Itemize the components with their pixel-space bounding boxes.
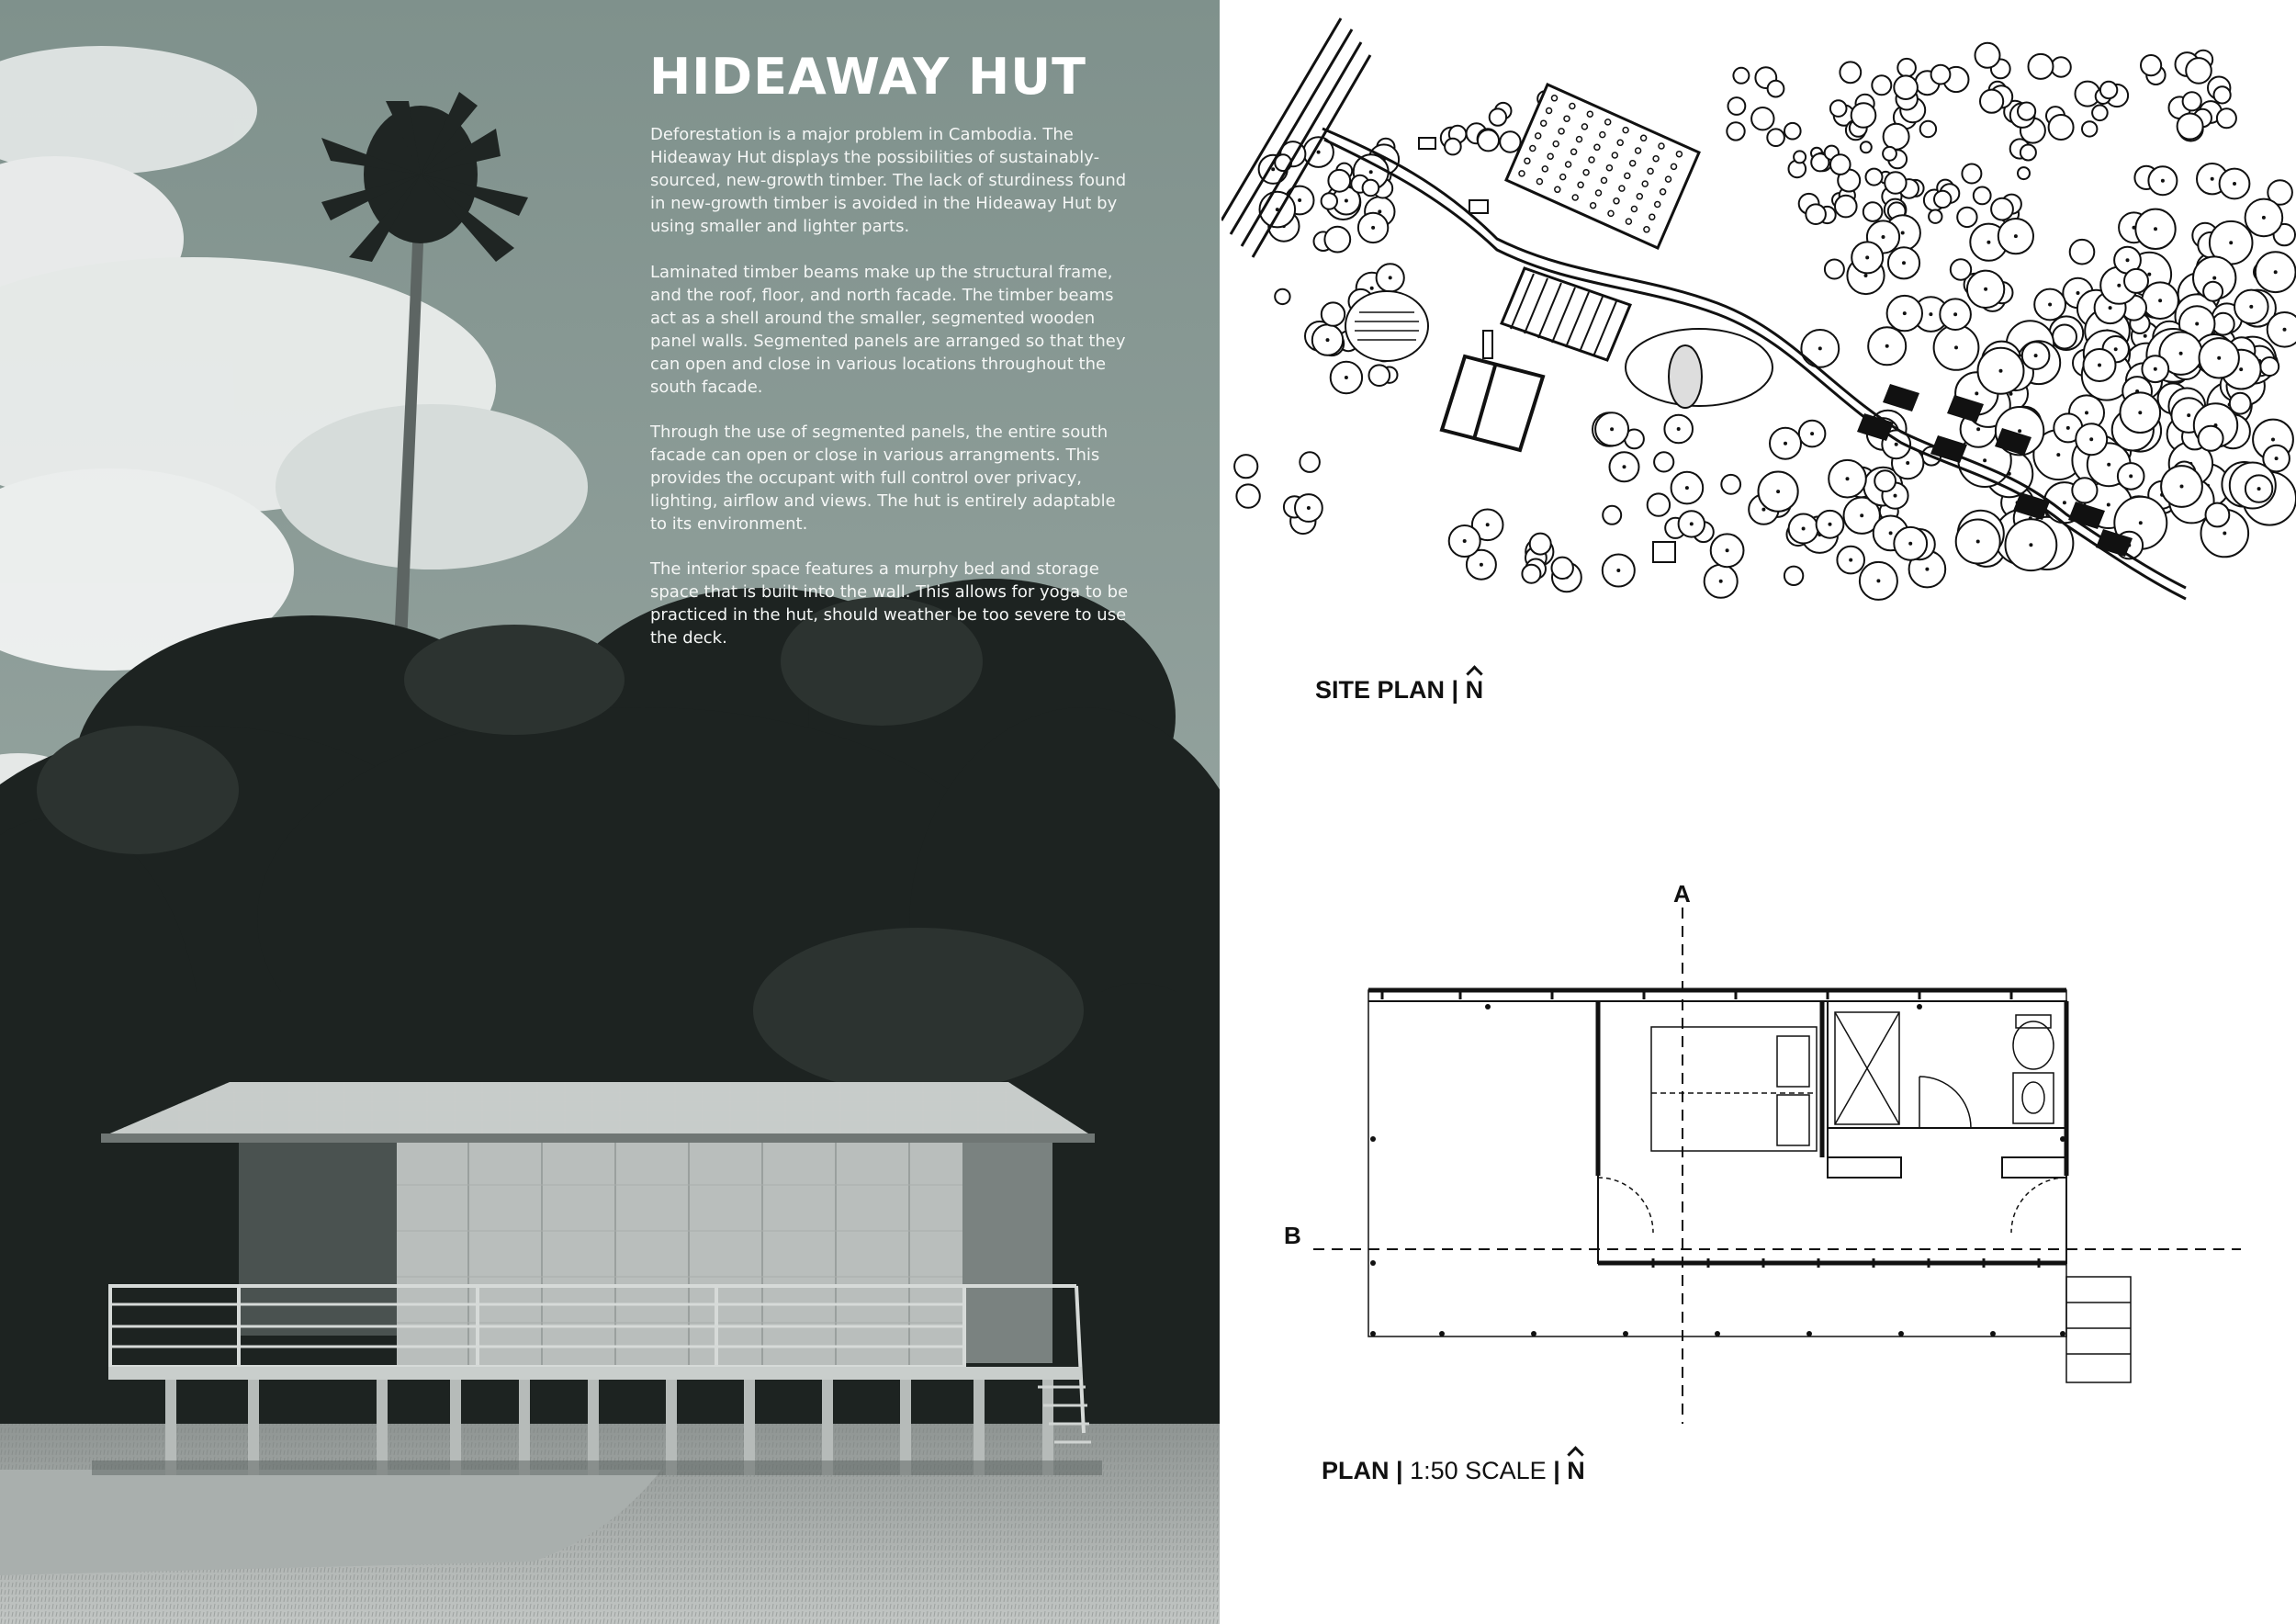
tree-symbol <box>1863 202 1883 221</box>
tree-symbol <box>1751 107 1773 130</box>
tree-symbol <box>1654 452 1673 471</box>
tree-symbol <box>2217 108 2236 128</box>
tree-symbol <box>1974 187 1991 205</box>
caption-separator: | <box>1553 1457 1560 1484</box>
tree-symbol <box>1445 139 1461 155</box>
description-paragraph: Laminated timber beams make up the structural frame, and the roof, floor, and north facade. The timber beams act as a shell around the smaller, segmented wooden panel walls. Segmented panels are arranged so that they can open and close in various locations throughout the south facade. <box>650 263 1126 397</box>
tree-symbol <box>1236 484 1259 507</box>
tree-trunk-dot <box>2034 354 2038 357</box>
column-dots <box>1370 1004 2065 1336</box>
tree-symbol <box>1784 123 1801 140</box>
site-plan-drawing <box>1221 0 2296 726</box>
tree-symbol <box>1835 196 1857 218</box>
toilet <box>2013 1015 2054 1069</box>
tree-trunk-dot <box>2262 216 2266 220</box>
tree-symbol <box>2214 86 2231 103</box>
tree-symbol <box>1957 208 1976 227</box>
tree-trunk-dot <box>2138 411 2142 414</box>
tree-symbol <box>1721 475 1740 494</box>
tree-trunk-dot <box>2107 463 2110 467</box>
tree-symbol <box>1603 506 1621 524</box>
site-plan-label: SITE PLAN <box>1315 676 1446 704</box>
tree-symbol <box>1490 108 1506 125</box>
tree-trunk-dot <box>2056 453 2060 457</box>
entry-steps <box>2066 1277 2131 1382</box>
hut-roof <box>101 1082 1095 1143</box>
tree-trunk-dot <box>2147 273 2151 276</box>
tree-trunk-dot <box>2154 367 2157 371</box>
hut-interior <box>1598 1001 2066 1263</box>
tree-symbol <box>1794 151 1806 163</box>
tree-trunk-dot <box>2048 303 2052 307</box>
tree-symbol <box>1648 493 1670 515</box>
plan-scale: 1:50 SCALE <box>1410 1457 1547 1484</box>
tree-symbol <box>1322 193 1337 209</box>
project-title: HIDEAWAY HUT <box>649 48 1086 106</box>
tree-trunk-dot <box>2109 306 2112 310</box>
tree-trunk-dot <box>2129 474 2133 478</box>
tree-trunk-dot <box>1480 563 1483 567</box>
plan-label: PLAN <box>1322 1457 1390 1484</box>
tree-symbol <box>1530 534 1551 555</box>
tree-symbol <box>1363 180 1379 197</box>
tree-symbol <box>1733 68 1749 84</box>
tree-trunk-dot <box>1345 199 1348 203</box>
tree-trunk-dot <box>1882 235 1885 239</box>
tree-trunk-dot <box>1616 569 1620 572</box>
sink <box>2013 1073 2054 1123</box>
tree-symbol <box>2070 240 2095 265</box>
tree-trunk-dot <box>1894 494 1897 498</box>
tree-trunk-dot <box>1317 151 1321 154</box>
hut-wall-panels <box>397 1143 962 1372</box>
tree-trunk-dot <box>1999 369 2003 373</box>
tree-symbol <box>1522 565 1540 583</box>
tree-symbol <box>1980 90 2003 113</box>
parking-structure <box>1442 356 1543 450</box>
tree-symbol <box>2268 312 2296 347</box>
tree-trunk-dot <box>1761 508 1765 512</box>
tree-trunk-dot <box>1984 288 1987 291</box>
deck <box>108 1367 1082 1380</box>
tree-symbol <box>2141 55 2161 75</box>
tree-symbol <box>2203 282 2223 301</box>
tree-trunk-dot <box>2195 322 2199 326</box>
tree-symbol <box>2092 106 2108 121</box>
tree-trunk-dot <box>1719 580 1723 583</box>
tree-symbol <box>1825 260 1844 279</box>
tree-trunk-dot <box>2180 485 2184 489</box>
tree-trunk-dot <box>2179 352 2183 355</box>
tree-symbol <box>1324 227 1350 253</box>
tree-trunk-dot <box>1976 540 1980 544</box>
tree-trunk-dot <box>1902 261 1906 265</box>
tree-trunk-dot <box>1326 338 1330 342</box>
bathroom-door <box>1919 1077 1971 1128</box>
description-paragraph: The interior space features a murphy bed and storage space that is built into the wall. This allows for yoga to be practiced in the hut, should weather be too severe to use the deck. <box>650 559 1129 648</box>
tree-symbol <box>2206 503 2230 527</box>
pond <box>1345 291 1428 361</box>
tree-trunk-dot <box>1776 490 1780 493</box>
tree-trunk-dot <box>2233 182 2236 186</box>
caption-separator: | <box>1396 1457 1403 1484</box>
tree-symbol <box>1728 97 1746 115</box>
tree-trunk-dot <box>1371 226 1375 230</box>
tree-symbol <box>2051 57 2070 76</box>
tree-symbol <box>1369 365 1390 386</box>
floor-plan-drawing <box>1258 882 2278 1451</box>
tree-trunk-dot <box>2098 364 2101 367</box>
tree-symbol <box>1300 452 1320 472</box>
tree-trunk-dot <box>2117 284 2121 288</box>
tree-symbol <box>2053 325 2077 349</box>
tree-trunk-dot <box>1895 443 1898 446</box>
tree-trunk-dot <box>2257 487 2261 491</box>
tree-trunk-dot <box>2063 501 2066 504</box>
tree-symbol <box>1894 75 1918 99</box>
tree-trunk-dot <box>1298 198 1301 202</box>
description-paragraph: Through the use of segmented panels, the entire south facade can open or close in various arrangments. This provides the occupant with full control over privacy, lighting, airflow and views. The hut is entirely adaptable to its environment. <box>650 423 1116 534</box>
pergola <box>1502 268 1630 360</box>
tree-symbol <box>1874 470 1896 491</box>
tree-trunk-dot <box>1908 542 1912 546</box>
tree-trunk-dot <box>1860 513 1863 517</box>
tree-trunk-dot <box>2274 270 2278 274</box>
north-arrow-icon: N <box>1465 676 1484 704</box>
tree-symbol <box>2020 145 2036 161</box>
tree-trunk-dot <box>2211 177 2214 181</box>
tree-trunk-dot <box>1906 461 1909 465</box>
deck-outline <box>1368 990 2066 1336</box>
tree-trunk-dot <box>1345 376 1348 379</box>
tree-trunk-dot <box>2212 276 2216 280</box>
tree-symbol <box>1884 124 1909 150</box>
shower <box>1835 1012 1899 1124</box>
murphy-bed <box>1651 1027 1817 1151</box>
section-marker-a: A <box>1673 882 1691 908</box>
tree-symbol <box>1275 289 1289 304</box>
tree-symbol <box>2186 58 2212 84</box>
tree-symbol <box>1322 302 1345 325</box>
tree-trunk-dot <box>2154 227 2157 231</box>
tree-symbol <box>1861 141 1872 152</box>
tree-symbol <box>1328 170 1350 192</box>
tree-symbol <box>1951 259 1971 279</box>
tree-trunk-dot <box>1925 568 1929 571</box>
tree-trunk-dot <box>1889 531 1893 535</box>
tree-trunk-dot <box>1784 442 1787 445</box>
tree-trunk-dot <box>1983 458 1986 462</box>
north-arrow-icon: N <box>1567 1457 1585 1484</box>
tree-symbol <box>1784 567 1803 585</box>
tree-symbol <box>1851 103 1876 128</box>
tree-trunk-dot <box>1929 312 1932 316</box>
tree-trunk-dot <box>1864 274 1868 277</box>
tree-trunk-dot <box>1690 522 1694 525</box>
tree-symbol <box>1552 558 1573 579</box>
tree-symbol <box>1830 154 1851 175</box>
tree-symbol <box>1767 129 1784 146</box>
tree-trunk-dot <box>1369 170 1373 174</box>
tree-symbol <box>2100 82 2117 98</box>
tree-symbol <box>1727 122 1744 140</box>
tree-trunk-dot <box>2114 347 2118 351</box>
tree-symbol <box>1500 131 1520 152</box>
tree-trunk-dot <box>1677 427 1681 431</box>
tree-symbol <box>1866 169 1883 186</box>
tree-trunk-dot <box>1953 312 1957 316</box>
tree-symbol <box>2178 114 2203 140</box>
tree-trunk-dot <box>2161 179 2165 183</box>
tree-symbol <box>2029 54 2054 79</box>
tree-symbol <box>1897 59 1916 77</box>
tree-symbol <box>2018 103 2035 120</box>
tree-symbol <box>1934 191 1951 208</box>
tree-trunk-dot <box>2014 234 2018 238</box>
tree-trunk-dot <box>1623 465 1626 468</box>
tree-trunk-dot <box>2249 305 2253 309</box>
tree-trunk-dot <box>1610 427 1614 431</box>
tree-trunk-dot <box>2275 457 2279 460</box>
tree-trunk-dot <box>1846 477 1850 480</box>
tree-trunk-dot <box>2085 411 2088 414</box>
tree-symbol <box>1234 455 1257 478</box>
section-marker-b: B <box>1284 1222 1301 1249</box>
caption-separator: | <box>1451 676 1459 704</box>
tree-trunk-dot <box>2077 291 2080 295</box>
tree-trunk-dot <box>2066 426 2070 430</box>
tree-trunk-dot <box>1865 255 1869 259</box>
tree-trunk-dot <box>1975 391 1978 395</box>
tree-trunk-dot <box>2271 438 2275 442</box>
garden-plot <box>1506 85 1699 248</box>
tree-trunk-dot <box>1976 427 1980 431</box>
tree-symbol <box>1929 210 1941 223</box>
description-paragraph: Deforestation is a major problem in Cambodia. The Hideaway Hut displays the possibilities of sustainably-sourced, new-growth timber. The lack of sturdiness found in new-growth timber is avoided in the Hideaway Hut by using smaller and lighter parts. <box>650 125 1127 236</box>
tree-symbol <box>1931 65 1951 85</box>
tree-symbol <box>1885 172 1906 193</box>
tree-trunk-dot <box>1885 344 1889 348</box>
tree-symbol <box>1840 62 1861 83</box>
tree-trunk-dot <box>2158 299 2162 302</box>
tree-symbol <box>2199 426 2223 451</box>
tree-trunk-dot <box>1818 346 1822 350</box>
tree-symbol <box>1768 81 1784 97</box>
tree-trunk-dot <box>1463 539 1467 543</box>
tree-symbol <box>1478 130 1499 151</box>
tree-trunk-dot <box>1685 486 1689 490</box>
tree-trunk-dot <box>2223 532 2226 536</box>
tree-symbol <box>2183 92 2201 110</box>
tree-trunk-dot <box>1901 231 1905 235</box>
tree-symbol <box>2072 478 2097 502</box>
tree-trunk-dot <box>1271 167 1275 171</box>
tree-trunk-dot <box>2283 328 2287 332</box>
tree-symbol <box>1962 164 1981 184</box>
tree-symbol <box>1806 204 1826 224</box>
floor-plan-caption <box>1322 1457 1585 1485</box>
tree-symbol <box>2260 357 2279 376</box>
tree-trunk-dot <box>1726 548 1729 552</box>
tree-symbol <box>2018 167 2030 179</box>
tree-trunk-dot <box>1389 276 1392 279</box>
tree-symbol <box>2082 121 2097 136</box>
tree-trunk-dot <box>1849 558 1852 562</box>
tree-trunk-dot <box>2229 241 2233 244</box>
tree-trunk-dot <box>2029 543 2032 547</box>
tree-trunk-dot <box>1876 579 1880 582</box>
tree-trunk-dot <box>2239 367 2243 371</box>
tree-symbol <box>2049 115 2074 140</box>
tree-symbol <box>1920 121 1936 137</box>
tree-trunk-dot <box>1307 506 1311 510</box>
tree-symbol <box>2124 269 2148 293</box>
tree-trunk-dot <box>1903 311 1907 315</box>
tree-trunk-dot <box>2144 334 2147 338</box>
tree-trunk-dot <box>1954 345 1958 349</box>
tree-symbol <box>1872 75 1891 95</box>
tree-trunk-dot <box>1486 523 1490 526</box>
tree-symbol <box>1975 43 2000 68</box>
tree-trunk-dot <box>1802 527 1806 531</box>
tree-symbol <box>1883 147 1896 161</box>
tree-trunk-dot <box>2217 356 2221 360</box>
tree-trunk-dot <box>2018 429 2021 433</box>
tree-trunk-dot <box>2139 521 2143 524</box>
tree-trunk-dot <box>1370 287 1374 290</box>
tree-trunk-dot <box>1810 432 1814 435</box>
tree-trunk-dot <box>1829 523 1832 526</box>
tree-trunk-dot <box>2107 503 2110 507</box>
tree-symbol <box>1991 198 2013 220</box>
tree-trunk-dot <box>2187 413 2190 417</box>
tree-trunk-dot <box>1986 241 1990 244</box>
plaza <box>1626 329 1773 408</box>
tree-symbol <box>1830 100 1847 117</box>
tree-trunk-dot <box>2089 437 2093 441</box>
tree-trunk-dot <box>2126 258 2130 262</box>
site-plan-caption <box>1315 676 1483 705</box>
